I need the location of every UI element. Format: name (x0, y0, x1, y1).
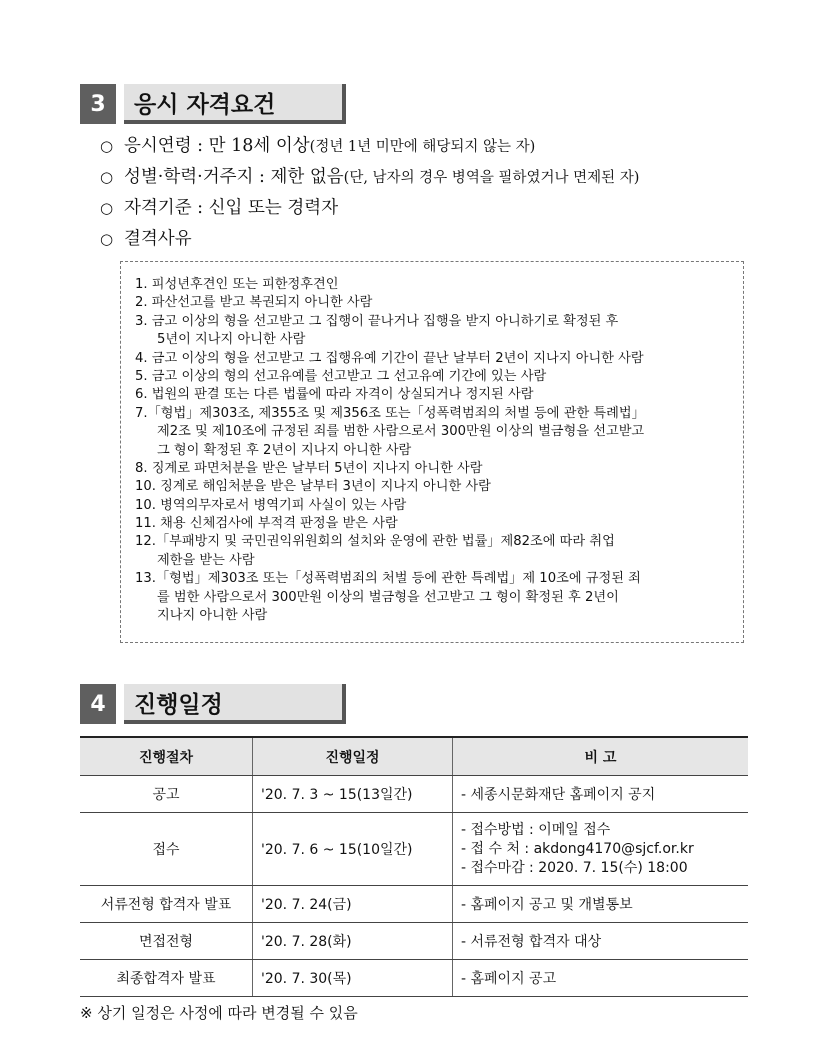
disqualification-line: 제한을 받는 사람 (157, 552, 255, 568)
date-cell: '20. 7. 6 ~ 15(10일간) (253, 813, 453, 886)
disqualification-line: 5년이 지나지 아니한 사람 (157, 332, 306, 348)
note-line: - 접수방법 : 이메일 접수 (461, 821, 611, 838)
column-header-date: 진행일정 (253, 737, 453, 776)
circle-bullet-icon: ○ (100, 230, 114, 248)
disqualification-line: 1. 피성년후견인 또는 피한정후견인 (135, 277, 339, 292)
requirements-list (100, 131, 639, 255)
requirement-item-gender-education (100, 162, 639, 193)
disqualification-line: 10. 병역의무자로서 병역기피 사실이 있는 사람 (135, 497, 407, 513)
section-title: 응시 자격요건 (124, 84, 346, 124)
disqualification-line: 5. 금고 이상의 형의 선고유예를 선고받고 그 선고유예 기간에 있는 사람 (135, 368, 547, 384)
table-header-row (80, 737, 748, 776)
step-cell: 면접전형 (80, 923, 253, 960)
disqualification-line: 7.「형법」제303조, 제355조 및 제356조 또는「성폭력범죄의 처벌 등에 관한 특례법」 (135, 405, 645, 421)
table-row (80, 776, 748, 813)
disqualification-line: 11. 채용 신체검사에 부적격 판정을 받은 사람 (135, 516, 398, 532)
requirement-item-disqualification (100, 224, 639, 255)
notes-cell: - 세종시문화재단 홈페이지 공지 (453, 776, 749, 813)
disqualification-box (120, 261, 744, 643)
table-row (80, 886, 748, 923)
circle-bullet-icon: ○ (100, 199, 114, 217)
requirement-text: 결격사유 (124, 229, 192, 249)
disqualification-line: 지나지 아니한 사람 (157, 608, 268, 624)
requirement-note: (정년 1년 미만에 해당되지 않는 자) (309, 139, 536, 155)
notes-cell: - 홈페이지 공고 (453, 960, 749, 997)
disqualification-line: 13.「형법」제303조 또는「성폭력범죄의 처벌 등에 관한 특례법」제 10조에 규정된 죄 (135, 571, 641, 587)
step-cell: 최종합격자 발표 (80, 960, 253, 997)
requirement-text: 자격기준 : 신입 또는 경력자 (124, 198, 339, 218)
schedule-footnote: ※ 상기 일정은 사정에 따라 변경될 수 있음 (80, 1004, 358, 1022)
disqualification-line: 8. 징계로 파면처분을 받은 날부터 5년이 지나지 아니한 사람 (135, 460, 483, 476)
section-title: 진행일정 (124, 684, 346, 724)
notes-cell: - 서류전형 합격자 대상 (453, 923, 749, 960)
notes-cell (453, 813, 749, 886)
circle-bullet-icon: ○ (100, 137, 114, 155)
date-cell: '20. 7. 30(목) (253, 960, 453, 997)
column-header-step: 진행절차 (80, 737, 253, 776)
section-number: 3 (80, 84, 116, 124)
disqualification-list (135, 276, 645, 625)
circle-bullet-icon: ○ (100, 168, 114, 186)
disqualification-line: 제2조 및 제10조에 규정된 죄를 범한 사람으로서 300만원 이상의 벌금형을 선고받고 (157, 424, 645, 440)
disqualification-line: 그 형이 확정된 후 2년이 지나지 아니한 사람 (157, 442, 412, 458)
disqualification-line: 3. 금고 이상의 형을 선고받고 그 집행이 끝나거나 집행을 받지 아니하기로 확정된 후 (135, 313, 619, 329)
column-header-notes: 비 고 (453, 737, 749, 776)
section-number: 4 (80, 684, 116, 724)
disqualification-line: 12.「부패방지 및 국민권익위원회의 설치와 운영에 관한 법률」제82조에 따라 취업 (135, 534, 615, 550)
date-cell: '20. 7. 24(금) (253, 886, 453, 923)
requirement-item-qualification (100, 193, 639, 224)
disqualification-line: 10. 징계로 해임처분을 받은 날부터 3년이 지나지 아니한 사람 (135, 479, 491, 495)
date-cell: '20. 7. 3 ~ 15(13일간) (253, 776, 453, 813)
note-line: - 접수마감 : 2020. 7. 15(수) 18:00 (461, 859, 688, 876)
requirement-note: (단, 남자의 경우 병역을 필하였거나 면제된 자) (343, 170, 640, 186)
date-cell: '20. 7. 28(화) (253, 923, 453, 960)
disqualification-line: 2. 파산선고를 받고 복권되지 아니한 사람 (135, 295, 373, 311)
table-row (80, 923, 748, 960)
step-cell: 공고 (80, 776, 253, 813)
disqualification-line: 6. 법원의 판결 또는 다른 법률에 따라 자격이 상실되거나 정지된 사람 (135, 387, 534, 403)
table-row (80, 813, 748, 886)
requirement-item-age (100, 131, 639, 162)
table-row (80, 960, 748, 997)
requirement-text: 성별·학력·거주지 : 제한 없음 (124, 167, 344, 187)
step-cell: 접수 (80, 813, 253, 886)
notes-cell: - 홈페이지 공고 및 개별통보 (453, 886, 749, 923)
step-cell: 서류전형 합격자 발표 (80, 886, 253, 923)
requirement-text: 응시연령 : 만 18세 이상 (124, 136, 310, 156)
disqualification-line: 를 범한 사람으로서 300만원 이상의 벌금형을 선고받고 그 형이 확정된 후 2년이 (157, 589, 619, 605)
schedule-table (80, 736, 748, 997)
note-line-email: - 접 수 처 : akdong4170@sjcf.or.kr (461, 840, 694, 857)
disqualification-line: 4. 금고 이상의 형을 선고받고 그 집행유예 기간이 끝난 날부터 2년이 지나지 아니한 사람 (135, 350, 644, 366)
